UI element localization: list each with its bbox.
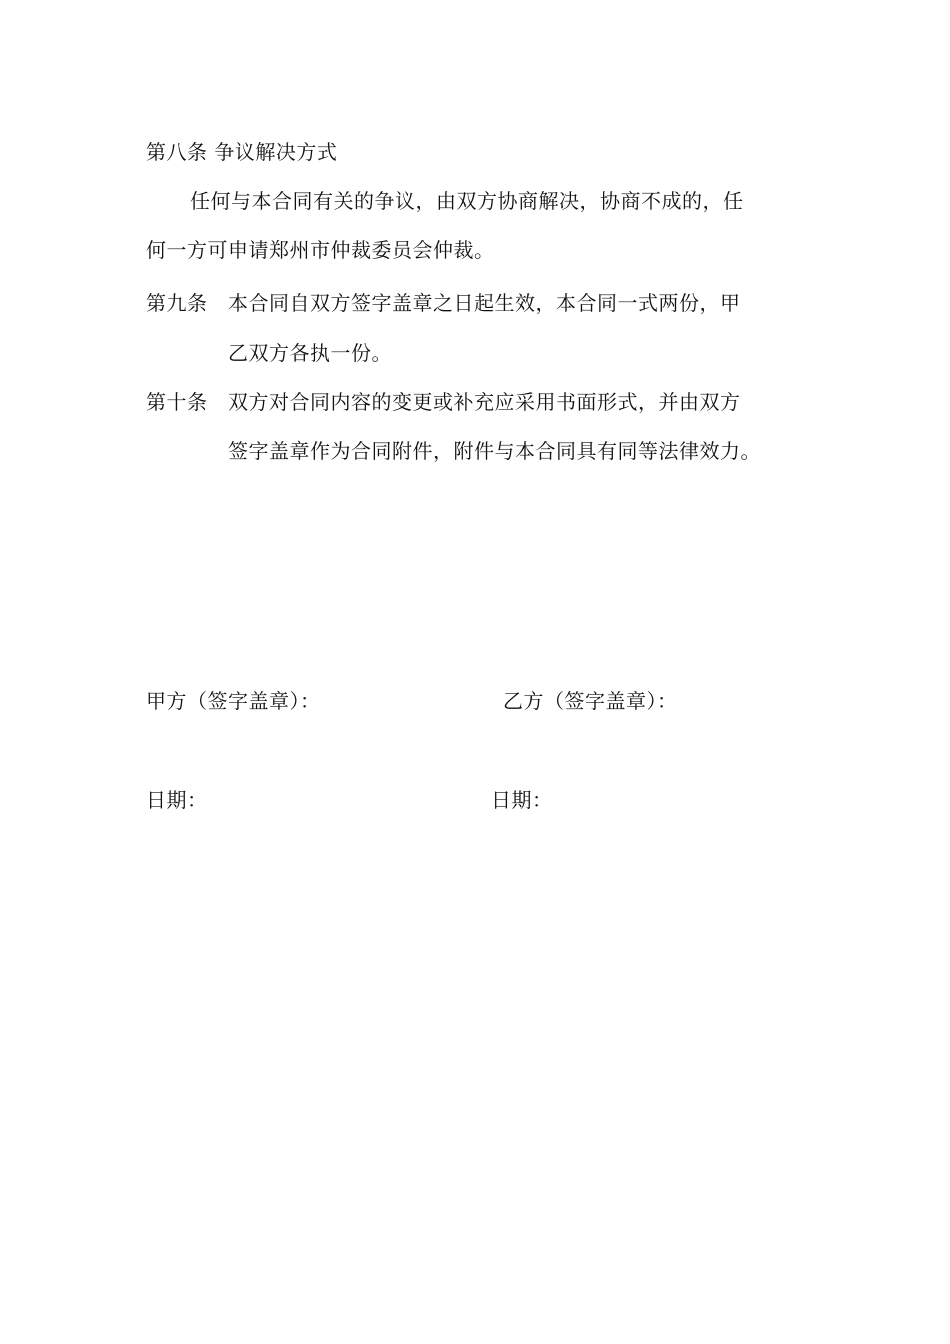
party-a-date-label: 日期：: [146, 788, 208, 812]
article-8-paragraph-line-1: 任何与本合同有关的争议，由双方协商解决，协商不成的，任: [190, 189, 744, 213]
article-10-line-1: 双方对合同内容的变更或补充应采用书面形式，并由双方: [228, 390, 741, 414]
article-8-heading: 第八条 争议解决方式: [146, 140, 338, 164]
party-a-signature-label: 甲方（签字盖章）：: [146, 689, 321, 713]
article-9-label: 第九条: [146, 291, 208, 315]
article-10-label: 第十条: [146, 390, 208, 414]
article-9-line-1: 本合同自双方签字盖章之日起生效，本合同一式两份，甲: [228, 291, 741, 315]
article-8-paragraph-line-2: 何一方可申请郑州市仲裁委员会仲裁。: [146, 238, 495, 262]
party-b-date-label: 日期：: [491, 788, 553, 812]
article-9-line-2: 乙双方各执一份。: [228, 341, 392, 365]
party-b-signature-label: 乙方（签字盖章）：: [503, 689, 678, 713]
article-10-line-2: 签字盖章作为合同附件，附件与本合同具有同等法律效力。: [228, 439, 761, 463]
